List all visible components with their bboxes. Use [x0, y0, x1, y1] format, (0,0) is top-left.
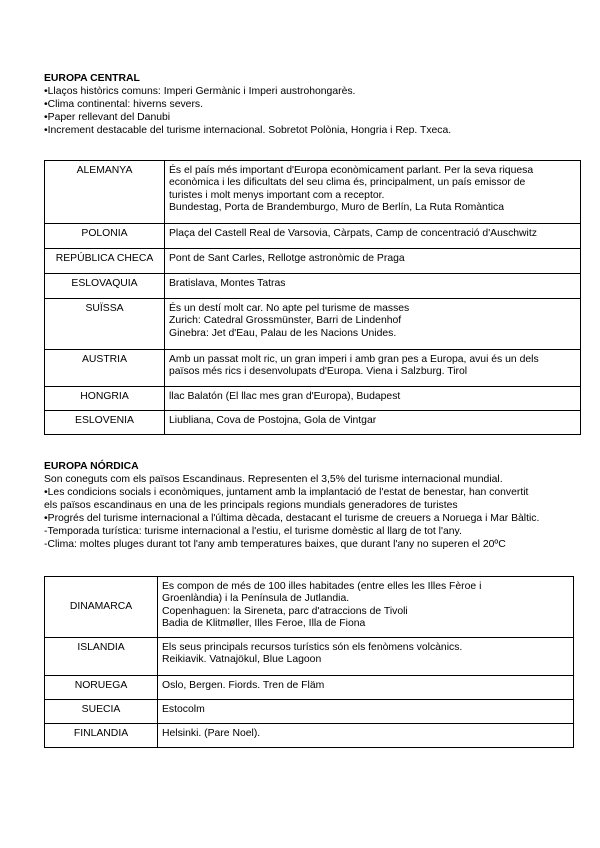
central-line: •Llaços històrics comuns: Imperi Germànic i Imperi austrohongarès.	[44, 86, 356, 97]
description-line: Helsinki. (Pare Noel).	[162, 728, 261, 739]
description-line: Ginebra: Jet d'Eau, Palau de les Nacions Unides.	[169, 327, 397, 339]
description-line: Pont de Sant Carles, Rellotge astronòmic de Praga	[169, 253, 405, 264]
description-cell	[165, 249, 581, 274]
description-line: Plaça del Castell Real de Varsovia, Càrpats, Camp de concentració d'Auschwitz	[169, 228, 537, 239]
country-cell: FINLANDIA	[45, 724, 158, 748]
table-row	[45, 577, 574, 638]
table-row	[45, 676, 574, 700]
nordica-line: -Temporada turística: turisme internacional a l'estiu, el turisme domèstic al llarg de tot l'any.	[44, 526, 462, 537]
country-cell: ISLANDIA	[45, 638, 158, 676]
table-row	[45, 700, 574, 724]
description-line: Liubliana, Cova de Postojna, Gola de Vintgar	[169, 415, 377, 426]
description-line: Estocolm	[162, 704, 205, 715]
description-line: Oslo, Bergen. Fiords. Tren de Fläm	[162, 680, 325, 691]
description-cell	[165, 387, 581, 411]
description-line: Copenhaguen: la Sireneta, parc d'atraccions de Tivoli	[162, 605, 408, 617]
central-title: EUROPA CENTRAL	[44, 73, 140, 84]
description-line: llac Balatón (El llac mes gran d'Europa), Budapest	[169, 391, 401, 402]
description-cell	[158, 676, 574, 700]
description-line: Es compon de més de 100 illes habitades (entre elles les Illes Fèroe i	[162, 581, 482, 592]
central-line: •Paper rellevant del Danubi	[44, 112, 171, 123]
table-row	[45, 638, 574, 676]
nordica-line: Son coneguts com els països Escandinaus. Representen el 3,5% del turisme internacional mundial.	[44, 474, 503, 485]
nordica-line: -Clima: moltes pluges durant tot l'any amb temperatures baixes, que durant l'any no superen el 20ºC	[44, 539, 506, 550]
country-cell: ALEMANYA	[45, 161, 165, 224]
country-cell: SUÏSSA	[45, 299, 165, 350]
description-line: Groenlàndia) i la Península de Jutlandia.	[162, 593, 350, 605]
description-line: Els seus principals recursos turístics són els fenòmens volcànics.	[162, 642, 463, 653]
description-line: Zurich: Catedral Grossmünster, Barri de Lindenhof	[169, 315, 402, 327]
nordica-line: •Progrés del turisme internacional a l'última dècada, destacant el turisme de creuers a Noruega i Mar Bàltic.	[44, 513, 540, 524]
central-line: •Increment destacable del turisme internacional. Sobretot Polònia, Hongria i Rep. Txeca.	[44, 125, 452, 136]
description-cell	[165, 161, 581, 224]
nordica-line: els països escandinaus en una de les principals regions mundials generadores de turistes	[44, 500, 458, 511]
country-cell: AUSTRIA	[45, 350, 165, 387]
description-line: Amb un passat molt ric, un gran imperi i amb gran pes a Europa, avui és un dels	[169, 354, 539, 365]
country-cell: POLONIA	[45, 224, 165, 249]
description-line: Bundestag, Porta de Brandemburgo, Muro de Berlín, La Ruta Romàntica	[169, 202, 505, 214]
description-cell	[158, 700, 574, 724]
country-cell	[45, 577, 158, 638]
description-line: països més rics i desenvolupats d'Europa. Viena i Salzburg. Tirol	[169, 366, 468, 378]
table-row	[45, 274, 581, 299]
country-cell: ESLOVAQUIA	[45, 274, 165, 299]
table-row	[45, 411, 581, 435]
country-cell: SUECIA	[45, 700, 158, 724]
table-row	[45, 224, 581, 249]
description-line: És el país més important d'Europa econòmicament parlant. Per la seva riquesa	[169, 165, 534, 176]
country-label: DINAMARCA	[69, 601, 133, 613]
table-row	[45, 249, 581, 274]
nordica-line: •Les condicions socials i econòmiques, juntament amb la implantació de l'estat de benestar, han convertit	[44, 487, 529, 498]
description-line: econòmica i les dificultats del seu clima és, principalment, un país emissor de	[169, 177, 526, 189]
description-cell	[165, 274, 581, 299]
description-cell	[158, 638, 574, 676]
nordica-title: EUROPA NÓRDICA	[44, 461, 139, 472]
country-cell: NORUEGA	[45, 676, 158, 700]
nordica-section	[44, 460, 580, 551]
table-row	[45, 387, 581, 411]
central-line: •Clima continental: hiverns severs.	[44, 99, 203, 110]
description-cell	[165, 224, 581, 249]
nordica-table	[44, 576, 574, 748]
description-line: Reikiavik. Vatnajökul, Blue Lagoon	[162, 654, 322, 666]
description-cell	[165, 411, 581, 435]
table-row	[45, 299, 581, 350]
country-cell: ESLOVENIA	[45, 411, 165, 435]
description-line: És un destí molt car. No apte pel turisme de masses	[169, 303, 410, 314]
central-section	[44, 72, 580, 137]
description-cell	[158, 577, 574, 638]
table-row	[45, 724, 574, 748]
description-cell	[158, 724, 574, 748]
country-cell: REPÚBLICA CHECA	[45, 249, 165, 274]
description-line: Bratislava, Montes Tatras	[169, 278, 286, 289]
description-line: turistes i molt menys important com a receptor.	[169, 189, 385, 201]
description-line: Badia de Klitmøller, Illes Feroe, Illa de Fiona	[162, 618, 366, 630]
country-cell: HONGRIA	[45, 387, 165, 411]
description-cell	[165, 299, 581, 350]
central-table	[44, 160, 581, 435]
table-row	[45, 350, 581, 387]
description-cell	[165, 350, 581, 387]
table-row	[45, 161, 581, 224]
